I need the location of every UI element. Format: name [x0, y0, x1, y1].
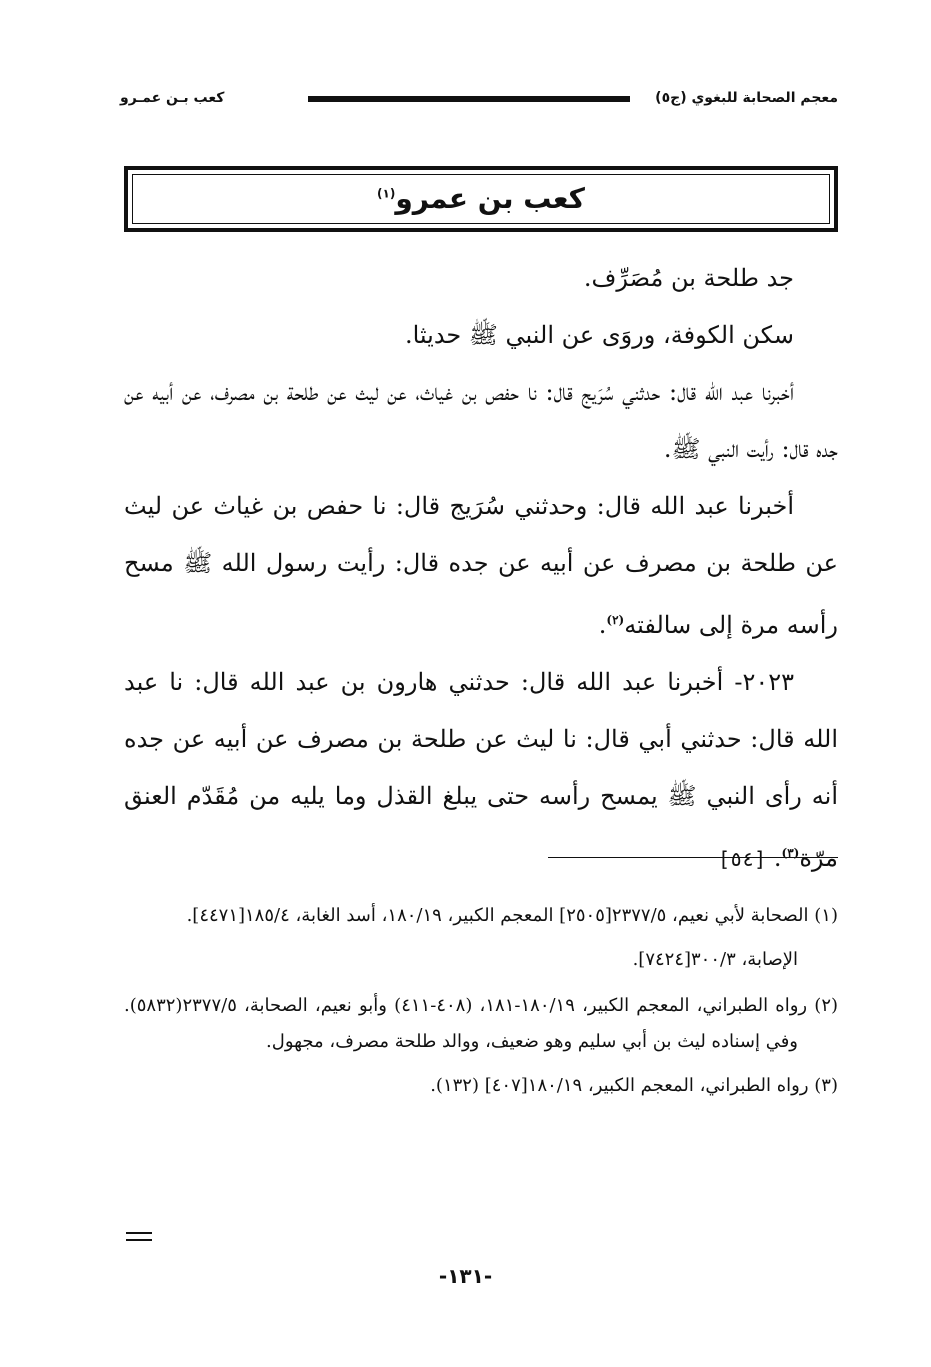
note-mark-3: (٣) — [781, 846, 800, 860]
chapter-title: كعب بـن عمـرو — [120, 90, 225, 106]
footnote-separator — [548, 857, 838, 858]
header-rule — [308, 96, 630, 102]
hadith-text: ٢٠٢٣- أخبرنا عبد الله قال: حدثني هارون بن عبد الله قال: نا عبد الله قال: حدثني أبي قال: نا ليث عن طلحة بن مصرف عن أبيه عن جده أنه رأى النبي ﷺ يمسح رأسه حتى يبلغ القذل وما يليه من مُقَدّم العنق مرّة — [124, 668, 838, 872]
paragraph-narration-2 — [124, 478, 838, 654]
narration-2-text: أخبرنا عبد الله قال: وحدثني سُرَيج قال: نا حفص بن غياث عن ليث عن طلحة بن مصرف عن أبيه عن جده قال: رأيت رسول الله ﷺ مسح رأسه مرة إلى سالفته — [124, 492, 838, 639]
end-mark — [126, 1232, 152, 1246]
heading-note-mark: (١) — [377, 186, 396, 201]
running-header — [120, 90, 838, 120]
hadith-end: . — [773, 844, 782, 872]
body-text — [124, 250, 838, 888]
paragraph-lineage: جد طلحة بن مُصَرِّف. — [583, 264, 794, 292]
entry-heading — [128, 182, 834, 215]
footnote-3: (٣) رواه الطبراني، المعجم الكبير، ١٨٠/١٩[٤٠٧] (١٣٢). — [430, 1075, 838, 1096]
narration-2-end: . — [598, 611, 607, 639]
note-mark-2: (٢) — [606, 613, 625, 627]
paragraph-hadith-2023 — [124, 654, 838, 888]
hadith-reference: [٥٤] — [718, 847, 767, 871]
footnote-2: (٢) رواه الطبراني، المعجم الكبير، ١٨٠/١٩-١٨١، (٤٠٨-٤١١) وأبو نعيم، الصحابة، ٢٣٧٧/٥(٥٨٣٢). وفي إسناده ليث بن أبي سليم وهو ضعيف، ووالد طلحة مصرف، مجهول. — [124, 995, 839, 1052]
footnotes — [124, 898, 838, 1112]
footnote-1: (١) الصحابة لأبي نعيم، ٢٣٧٧/٥[٢٥٠٥] المعجم الكبير، ١٨٠/١٩، أسد الغابة، ١٨٥/٤[٤٤٧١]. — [186, 905, 838, 926]
book-title: معجم الصحابة للبغوي (ج٥) — [655, 90, 838, 106]
paragraph-narration-1: أخبرنا عبد الله قال: حدثني سُرَيج قال: نا حفص بن غياث، عن ليث عن طلحة بن مصرف، عن أبيه عن جده قال: رأيت النبي ﷺ. — [124, 378, 838, 463]
entry-heading-text: كعب بن عمرو — [395, 182, 585, 215]
paragraph-residence: سكن الكوفة، وروَى عن النبي ﷺ حديثا. — [404, 321, 794, 349]
page-number: -١٣١- — [438, 1264, 493, 1288]
footnote-1-continued: الإصابة، ٣٠٠/٣[٧٤٢٤]. — [632, 949, 798, 970]
entry-heading-box — [124, 166, 838, 232]
